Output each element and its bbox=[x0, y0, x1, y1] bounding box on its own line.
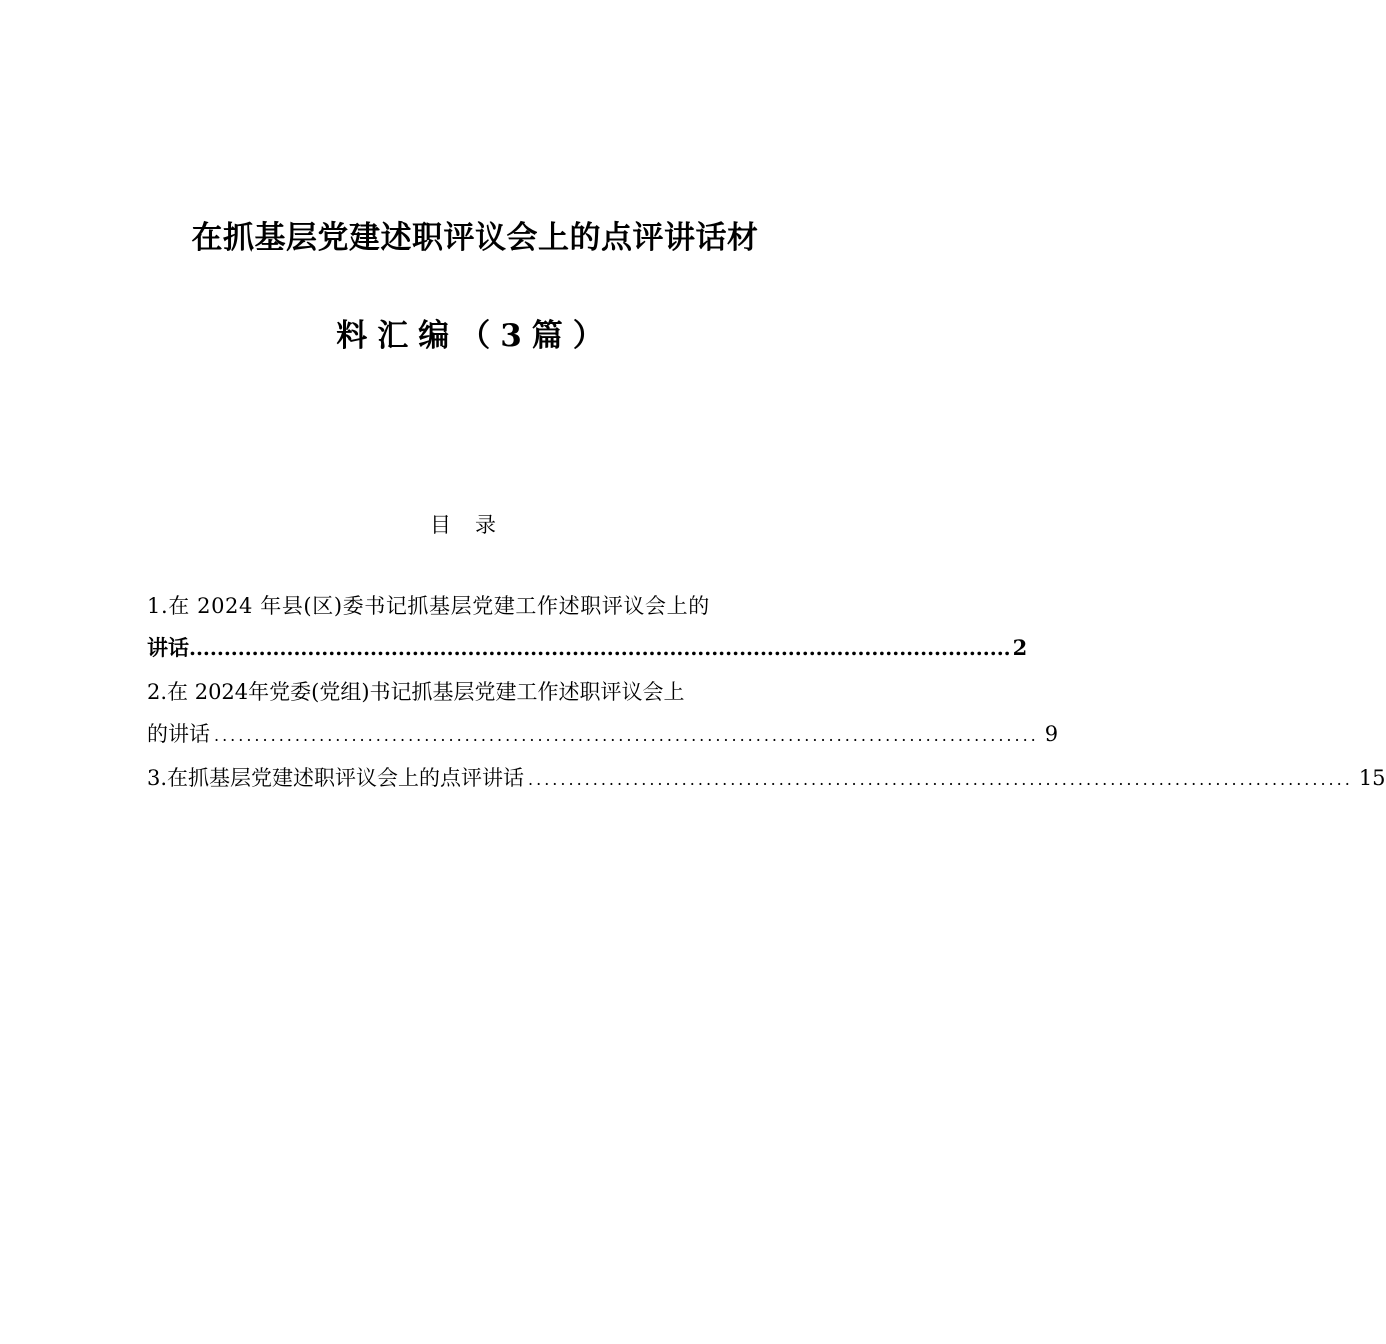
toc-entry-1-leader: ...................................................................................................................... bbox=[189, 636, 1011, 660]
toc-entry-3-page: 15 bbox=[1358, 766, 1386, 790]
toc-entry-3[interactable] bbox=[147, 760, 1386, 796]
toc-entry-2-page: 9 bbox=[1044, 722, 1059, 746]
toc-entry-1-title-cont: 讲话 bbox=[147, 635, 189, 660]
toc-entry-2-title: 2.在 2024年党委(党组)书记抓基层党建工作述职评议会上 bbox=[147, 680, 685, 704]
toc-entry-2-title-cont: 的讲话 bbox=[147, 722, 210, 746]
toc-entry-1-title: 1.在 2024 年县(区)委书记抓基层党建工作述职评议会上的 bbox=[147, 594, 710, 618]
toc-entry-2-line-2[interactable] bbox=[147, 716, 1059, 752]
toc-entry-1-page: 2 bbox=[1012, 635, 1028, 660]
toc-entry-2-line-1[interactable] bbox=[147, 674, 807, 710]
document-title-line-1: 在抓基层党建述职评议会上的点评讲话材 bbox=[191, 220, 759, 256]
document-title-line-2: 料汇编（3篇） bbox=[336, 318, 614, 354]
toc-entry-1-line-1[interactable] bbox=[147, 588, 807, 624]
toc-entry-3-title: 3.在抓基层党建述职评议会上的点评讲话 bbox=[147, 766, 525, 790]
toc-entry-1-line-2[interactable] bbox=[147, 630, 1028, 666]
toc-heading: 目录 bbox=[430, 513, 520, 537]
toc-entry-2-leader: ...................................................................................................... bbox=[214, 726, 1039, 745]
toc-entry-3-leader: ...................................................................................................... bbox=[528, 770, 1353, 789]
